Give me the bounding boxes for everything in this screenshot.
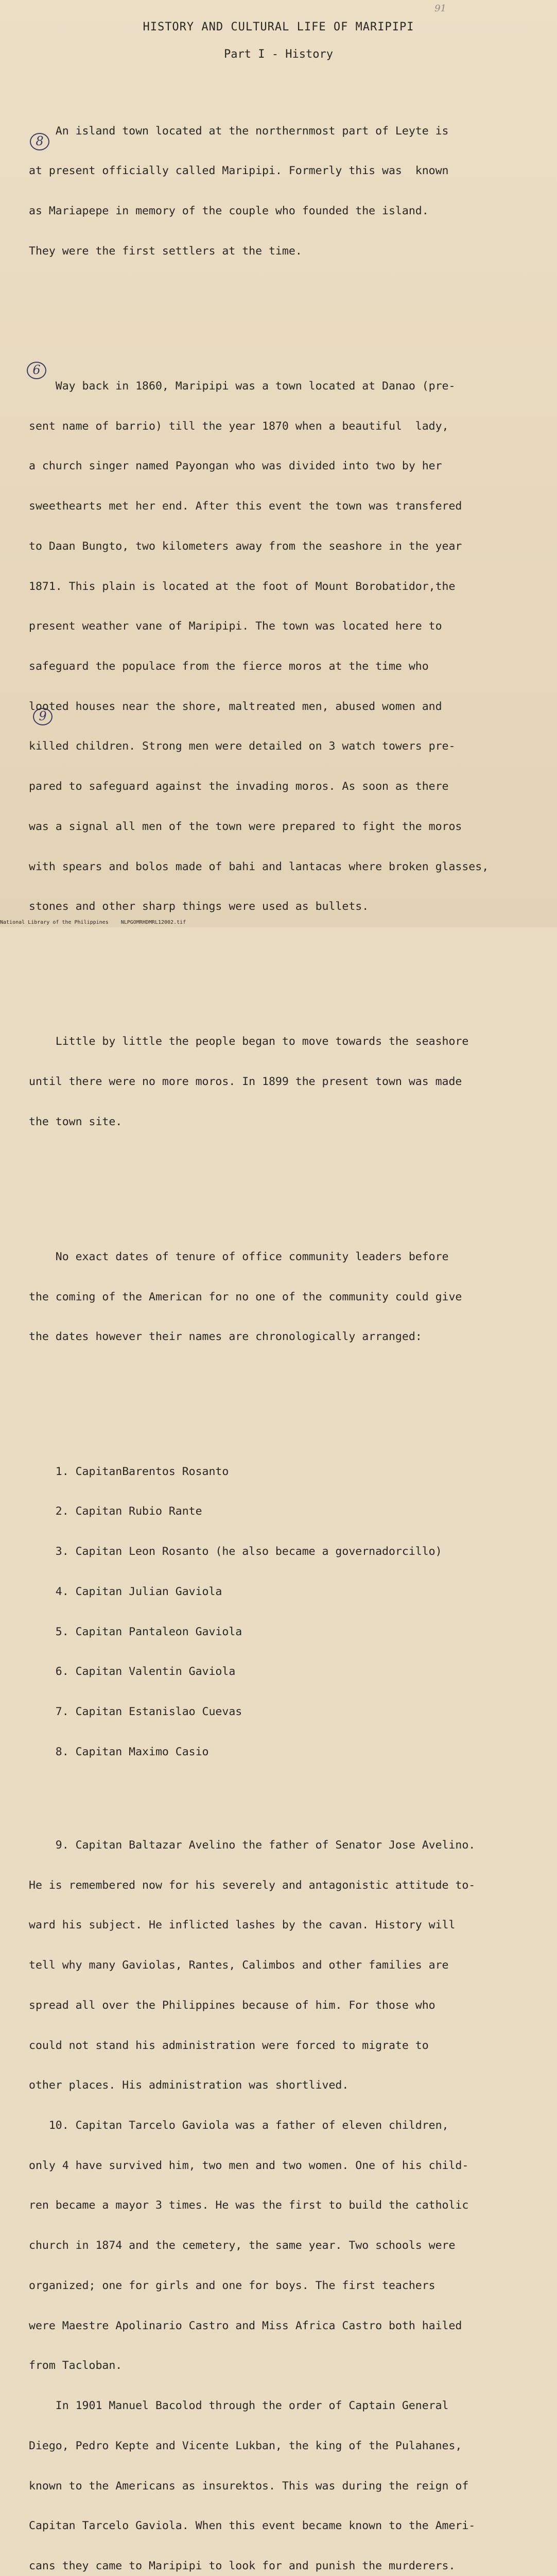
text-line: known to the Americans as insurektos. This was during the reign of xyxy=(29,2479,469,2493)
text-line: Capitan Tarcelo Gaviola. When this event became known to the Ameri- xyxy=(29,2519,476,2533)
list-item: 6. Capitan Valentin Gaviola xyxy=(29,1665,236,1679)
text-line: until there were no more moros. In 1899 the present town was made xyxy=(29,1075,462,1089)
text-line: the coming of the American for no one of the community could give xyxy=(29,1290,462,1303)
paragraph-leaders-intro xyxy=(29,1224,549,1370)
text-line: ren became a mayor 3 times. He was the first to build the catholic xyxy=(29,2199,469,2212)
text-line: could not stand his administration were forced to migrate to xyxy=(29,2039,429,2052)
text-line: ward his subject. He inflicted lashes by the cavan. History will xyxy=(29,1919,456,1932)
paragraph-history xyxy=(29,353,549,940)
margin-mark-6: 6 xyxy=(27,362,46,379)
text-line: Little by little the people began to move towards the seashore xyxy=(29,1035,469,1048)
text-line: sweethearts met her end. After this event the town was transfered xyxy=(29,500,462,513)
text-line: No exact dates of tenure of office community leaders before xyxy=(29,1250,449,1264)
list-item: 1. CapitanBarentos Rosanto xyxy=(29,1465,229,1478)
list-item: 7. Capitan Estanislao Cuevas xyxy=(29,1705,242,1718)
list-item: 4. Capitan Julian Gaviola xyxy=(29,1585,222,1598)
text-line: present weather vane of Maripipi. The town was located here to xyxy=(29,620,442,633)
text-line: 10. Capitan Tarcelo Gaviola was a father of eleven children, xyxy=(29,2119,449,2132)
document-subtitle: Part I - History xyxy=(224,48,333,61)
text-line: was a signal all men of the town were prepared to fight the moros xyxy=(29,820,462,833)
leaders-list xyxy=(29,1438,549,1786)
text-line: stones and other sharp things were used as bullets. xyxy=(29,900,369,913)
footer-library: National Library of the Philippines xyxy=(0,920,109,925)
page-number: 91 xyxy=(434,3,446,14)
text-line: cans they came to Maripipi to look for and punish the murderers. xyxy=(29,2559,456,2572)
text-line: to Daan Bungto, two kilometers away from the seashore in the year xyxy=(29,539,462,553)
text-line: from Tacloban. xyxy=(29,2359,123,2372)
text-line: pared to safeguard against the invading moros. As soon as there xyxy=(29,780,449,793)
text-line: the dates however their names are chronologically arranged: xyxy=(29,1330,422,1344)
text-line: He is remembered now for his severely and antagonistic attitude to- xyxy=(29,1878,476,1892)
text-line: Diego, Pedro Kepte and Vicente Lukban, the king of the Pulahanes, xyxy=(29,2439,462,2452)
text-line: as Mariapepe in memory of the couple who founded the island. xyxy=(29,205,429,218)
text-line: 9. Capitan Baltazar Avelino the father of Senator Jose Avelino. xyxy=(29,1839,476,1852)
text-line: 1871. This plain is located at the foot of Mount Borobatidor,the xyxy=(29,580,456,593)
paragraph-intro xyxy=(29,98,549,285)
document-body xyxy=(29,71,549,2576)
margin-mark-9: 9 xyxy=(33,708,53,725)
list-item: 5. Capitan Pantaleon Gaviola xyxy=(29,1625,242,1638)
text-line: church in 1874 and the cemetery, the same year. Two schools were xyxy=(29,2239,456,2252)
text-line: a church singer named Payongan who was divided into two by her xyxy=(29,460,442,473)
text-line: tell why many Gaviolas, Rantes, Calimbos and other families are xyxy=(29,1959,449,1972)
list-item: 8. Capitan Maximo Casio xyxy=(29,1745,209,1758)
text-line: other places. His administration was shortlived. xyxy=(29,2079,349,2092)
document-title: HISTORY AND CULTURAL LIFE OF MARIPIPI xyxy=(143,21,414,33)
text-line: the town site. xyxy=(29,1115,123,1128)
list-item: 2. Capitan Rubio Rante xyxy=(29,1505,202,1518)
scan-footer xyxy=(0,920,557,925)
text-line: organized; one for girls and one for boys. The first teachers xyxy=(29,2279,436,2292)
text-line: In 1901 Manuel Bacolod through the order of Captain General xyxy=(29,2399,449,2413)
text-line: Way back in 1860, Maripipi was a town located at Danao (pre- xyxy=(29,379,456,393)
footer-filename: NLPGOMRHDMRL12002.tif xyxy=(120,920,186,925)
text-line: were Maestre Apolinario Castro and Miss Africa Castro both hailed xyxy=(29,2319,462,2332)
text-line: safeguard the populace from the fierce moros at the time who xyxy=(29,659,429,673)
text-line: looted houses near the shore, maltreated men, abused women and xyxy=(29,700,442,713)
text-line: at present officially called Maripipi. Formerly this was known xyxy=(29,164,449,178)
paragraph-seashore xyxy=(29,1009,549,1156)
paragraph-later-leaders xyxy=(29,1812,549,2576)
margin-mark-8: 8 xyxy=(30,133,49,150)
text-line: only 4 have survived him, two men and two women. One of his child- xyxy=(29,2159,469,2172)
text-line: sent name of barrio) till the year 1870 when a beautiful lady, xyxy=(29,419,449,433)
text-line: An island town located at the northernmost part of Leyte is xyxy=(29,124,449,138)
text-line: with spears and bolos made of bahi and lantacas where broken glasses, xyxy=(29,860,489,873)
list-item: 3. Capitan Leon Rosanto (he also became a governadorcillo) xyxy=(29,1545,442,1558)
text-line: spread all over the Philippines because of him. For those who xyxy=(29,1998,436,2012)
text-line: They were the first settlers at the time. xyxy=(29,244,302,258)
text-line: killed children. Strong men were detailed on 3 watch towers pre- xyxy=(29,740,456,753)
